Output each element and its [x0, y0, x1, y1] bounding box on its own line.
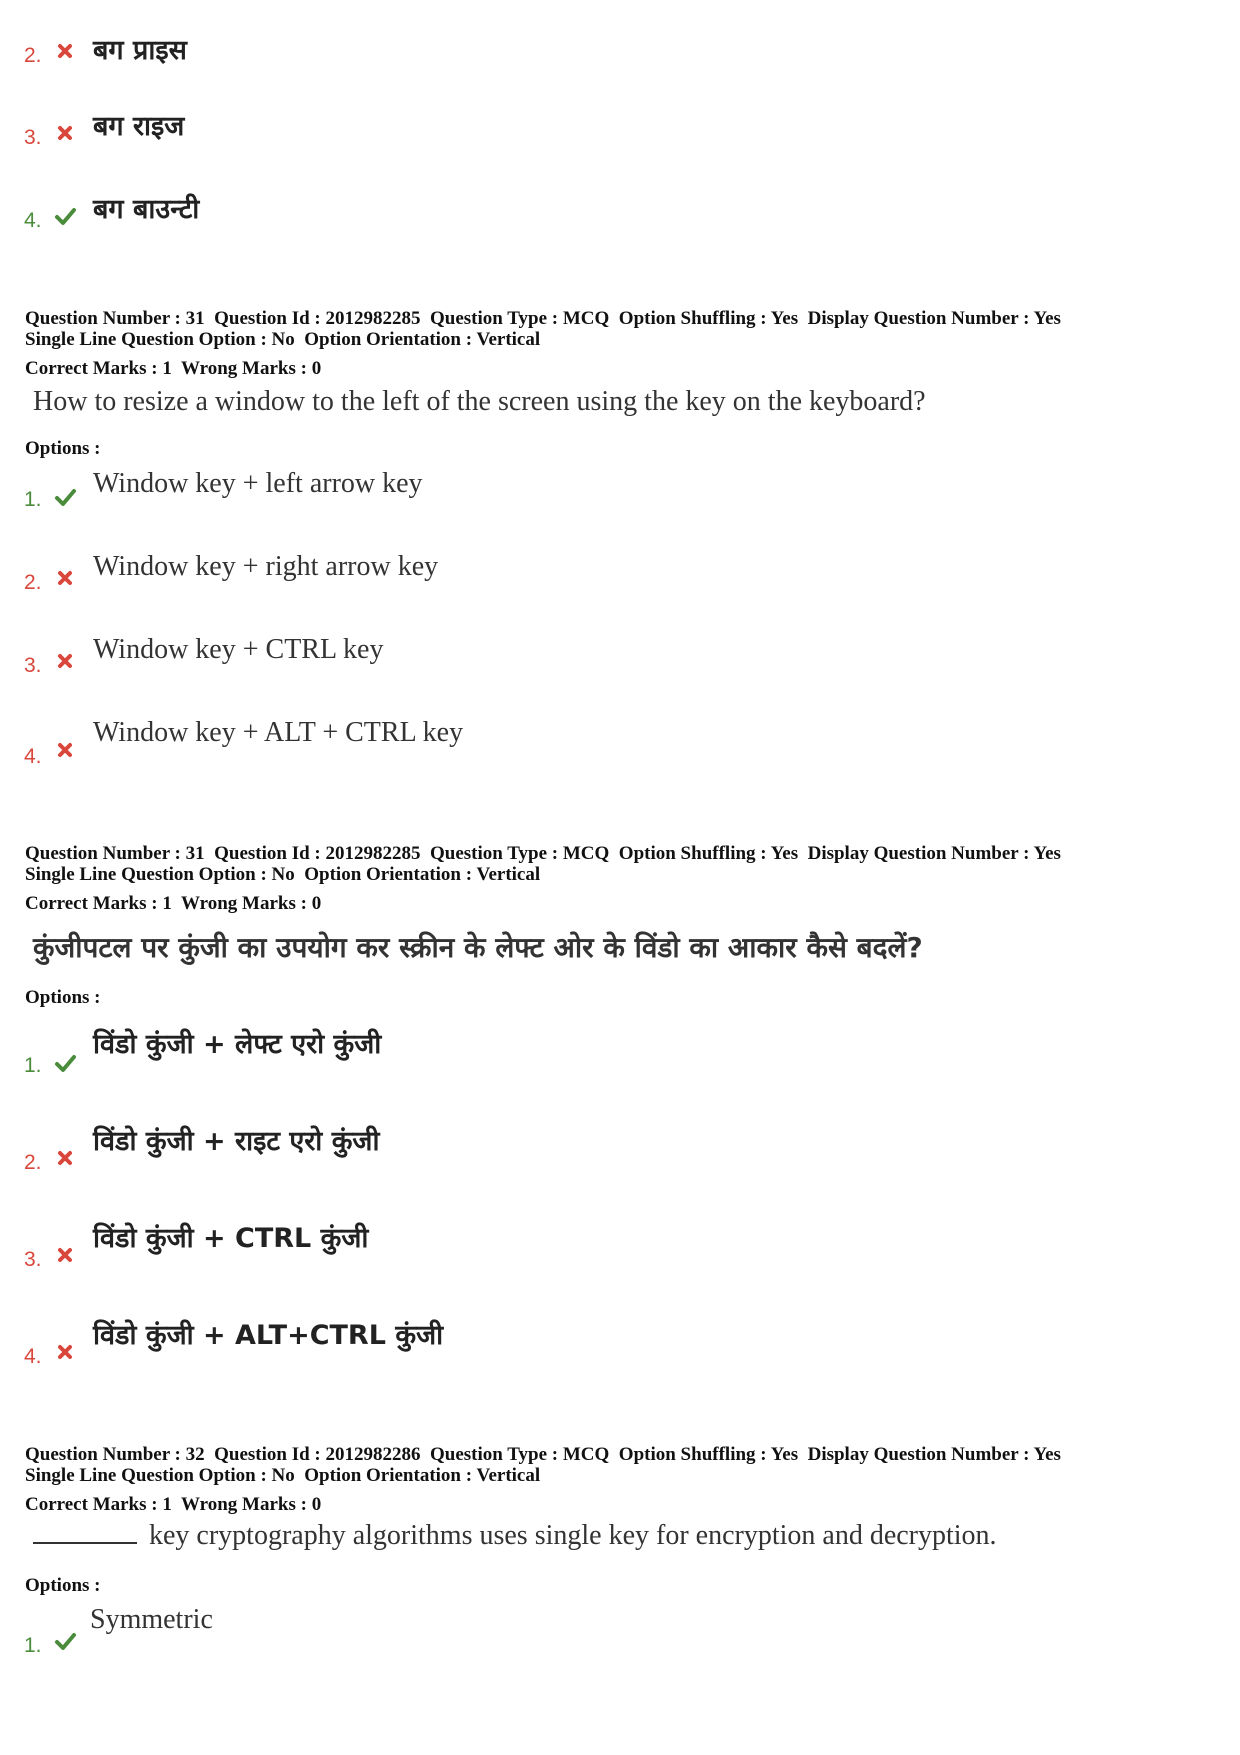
option-text: विंडो कुंजी + लेफ्ट एरो कुंजी [93, 1029, 382, 1060]
cross-icon [54, 40, 76, 62]
question-text: कुंजीपटल पर कुंजी का उपयोग कर स्क्रीन के लेफ्ट ओर के विंडो का आकार कैसे बदलें? [33, 931, 923, 964]
question-text-row [33, 1520, 997, 1552]
option-text: विंडो कुंजी + CTRL कुंजी [93, 1223, 369, 1254]
options-label: Options : [25, 987, 101, 1008]
question-meta-line: Single Line Question Option : No Option Orientation : Vertical [25, 1465, 541, 1486]
marks-line: Correct Marks : 1 Wrong Marks : 0 [25, 893, 322, 914]
check-icon [54, 1630, 76, 1652]
option-text: विंडो कुंजी + राइट एरो कुंजी [93, 1126, 380, 1157]
option-text: बग बाउन्टी [93, 194, 200, 225]
cross-icon [54, 1244, 76, 1266]
cross-icon [54, 122, 76, 144]
option-number: 3. [24, 126, 42, 149]
check-icon [54, 1052, 76, 1074]
option-text: Symmetric [90, 1604, 213, 1635]
option-number: 1. [24, 1054, 42, 1077]
cross-icon [54, 1147, 76, 1169]
option-text: Window key + CTRL key [93, 634, 384, 665]
question-meta-line: Question Number : 32 Question Id : 2012982286 Question Type : MCQ Option Shuffling : Yes Display Question Number : Yes [25, 1444, 1061, 1465]
option-number: 2. [24, 1151, 42, 1174]
question-text: How to resize a window to the left of the screen using the key on the keyboard? [33, 386, 926, 417]
option-text: Window key + left arrow key [93, 468, 423, 499]
marks-line: Correct Marks : 1 Wrong Marks : 0 [25, 358, 322, 379]
check-icon [54, 486, 76, 508]
options-label: Options : [25, 438, 101, 459]
fill-in-blank [33, 1542, 137, 1544]
option-number: 4. [24, 209, 42, 232]
cross-icon [54, 567, 76, 589]
question-meta-line: Question Number : 31 Question Id : 2012982285 Question Type : MCQ Option Shuffling : Yes Display Question Number : Yes [25, 308, 1061, 329]
option-number: 2. [24, 571, 42, 594]
option-text: Window key + right arrow key [93, 551, 439, 582]
option-text: Window key + ALT + CTRL key [93, 717, 464, 748]
options-label: Options : [25, 1575, 101, 1596]
marks-line: Correct Marks : 1 Wrong Marks : 0 [25, 1494, 322, 1515]
option-text: बग राइज [93, 111, 185, 142]
option-number: 4. [24, 745, 42, 768]
option-number: 3. [24, 1248, 42, 1271]
option-text: विंडो कुंजी + ALT+CTRL कुंजी [93, 1320, 444, 1351]
option-number: 1. [24, 1634, 42, 1657]
question-meta-line: Single Line Question Option : No Option Orientation : Vertical [25, 864, 541, 885]
check-icon [54, 205, 76, 227]
cross-icon [54, 739, 76, 761]
option-number: 4. [24, 1345, 42, 1368]
option-number: 2. [24, 44, 42, 67]
question-meta-line: Single Line Question Option : No Option Orientation : Vertical [25, 329, 541, 350]
cross-icon [54, 650, 76, 672]
question-text: key cryptography algorithms uses single key for encryption and decryption. [149, 1520, 997, 1551]
cross-icon [54, 1341, 76, 1363]
option-text: बग प्राइस [93, 35, 187, 66]
option-number: 3. [24, 654, 42, 677]
question-meta-line: Question Number : 31 Question Id : 2012982285 Question Type : MCQ Option Shuffling : Yes Display Question Number : Yes [25, 843, 1061, 864]
option-number: 1. [24, 488, 42, 511]
